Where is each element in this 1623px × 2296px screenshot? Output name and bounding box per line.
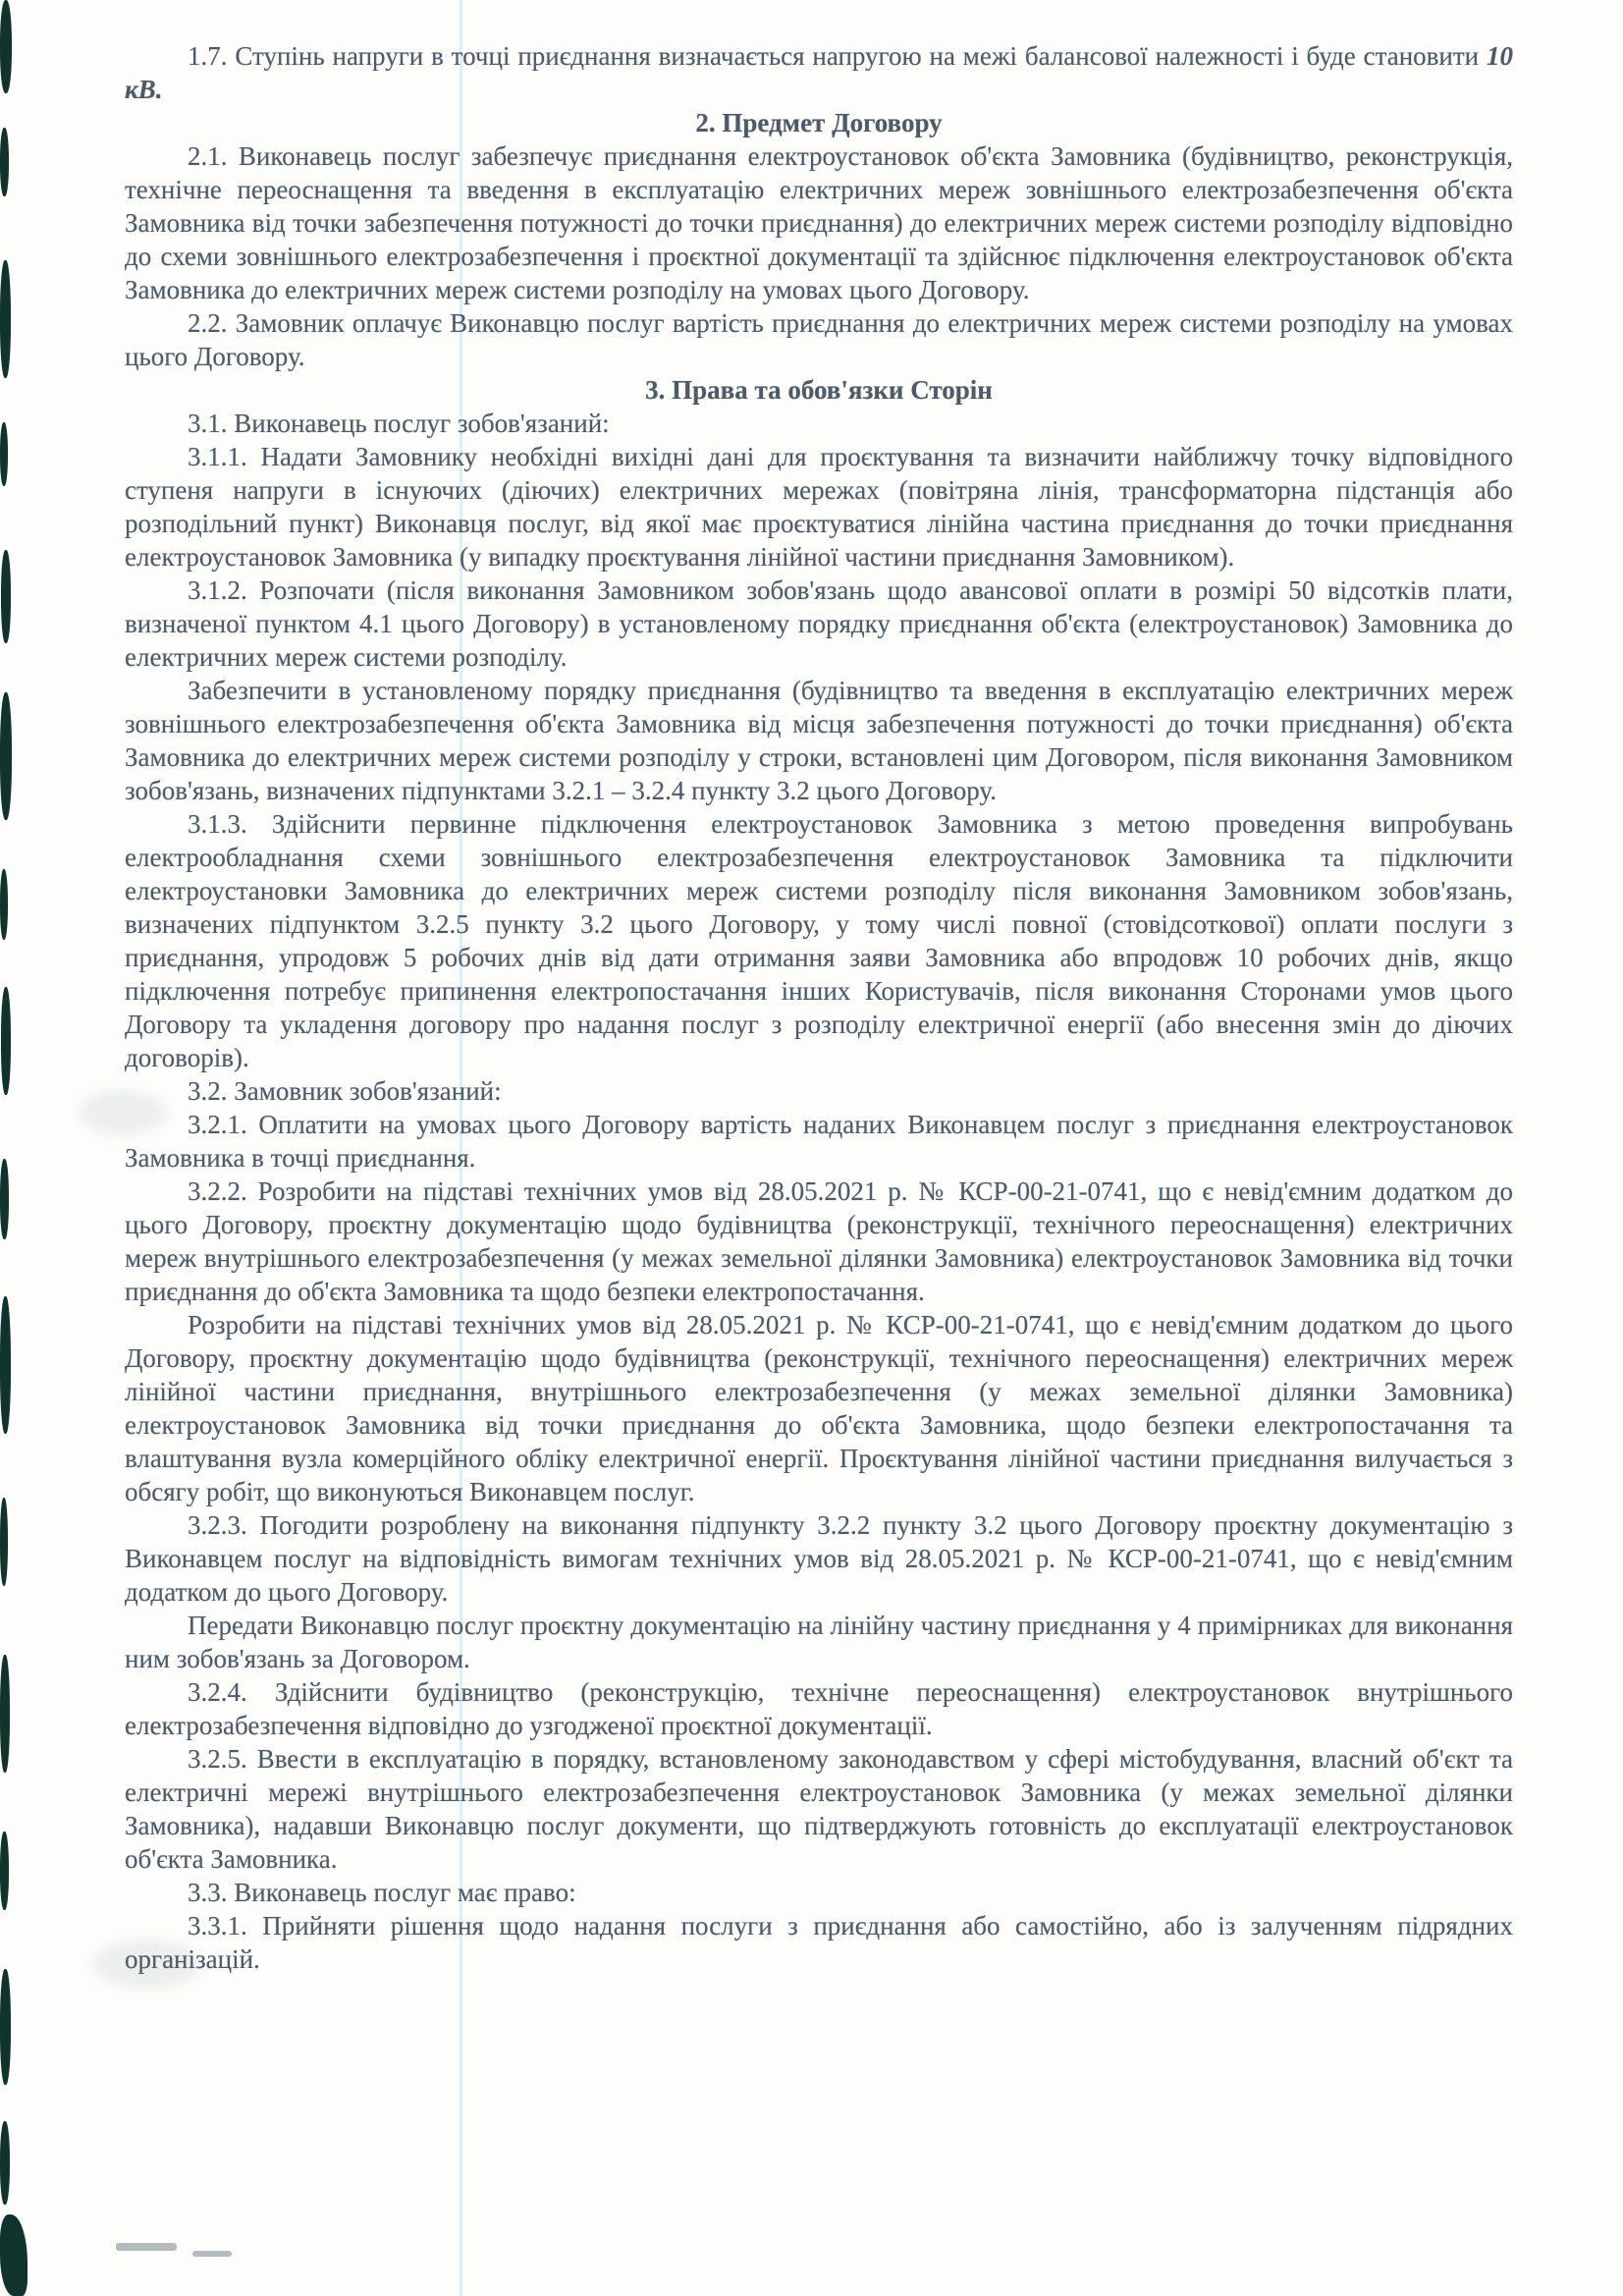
- scan-edge-artifact: [1, 550, 11, 643]
- clause-1-7-voltage-value: 10 кВ.: [125, 41, 1513, 104]
- scan-edge-artifact: [0, 260, 11, 378]
- scan-edge-artifact: [0, 869, 8, 940]
- clause-3-3: 3.3. Виконавець послуг має право:: [188, 1878, 576, 1907]
- scan-edge-artifact: [0, 2214, 27, 2296]
- clause-3-2-4: 3.2.4. Здійснити будівництво (реконструкцію, технічне переоснащення) електроустановок внутрішнього електрозабезпечення відповідно до узгодженої проєктної документації.: [125, 1677, 1513, 1740]
- scan-edge-artifact: [0, 1159, 9, 1239]
- document-body: [125, 39, 1513, 1976]
- clause-3-2-3: 3.2.3. Погодити розроблену на виконання підпункту 3.2.2 пункту 3.2 цього Договору проєктну документацію з Виконавцем послуг на відповідність вимогам технічних умов від 28.05.2021 р. № КСР-00-21-0741, що є невід'ємним додатком до цього Договору.: [125, 1510, 1513, 1607]
- scan-edge-artifact: [0, 1498, 8, 1586]
- clause-3-1-2-continuation: Забезпечити в установленому порядку приєднання (будівництво та введення в експлуатацію електричних мереж зовнішнього електрозабезпечення об'єкта Замовника від місця забезпечення потужності до точки приєднання) об'єкта Замовника до електричних мереж системи розподілу у строки, встановлені цим Договором, після виконання Замовником зобов'язань, визначених підпунктами 3.2.1 – 3.2.4 пункту 3.2 цього Договору.: [125, 676, 1513, 805]
- clause-3-1-2: 3.1.2. Розпочати (після виконання Замовником зобов'язань щодо авансової оплати в розмірі 50 відсотків плати, визначеної пунктом 4.1 цього Договору) в установленому порядку приєднання об'єкта (електроустановок) Замовника до електричних мереж системи розподілу.: [125, 575, 1513, 672]
- scan-edge-artifact: [0, 128, 9, 196]
- clause-3-2-1: 3.2.1. Оплатити на умовах цього Договору вартість наданих Виконавцем послуг з приєднання електроустановок Замовника в точці приєднання.: [125, 1110, 1513, 1173]
- clause-3-2-2: 3.2.2. Розробити на підставі технічних умов від 28.05.2021 р. № КСР-00-21-0741, що є невід'ємним додатком до цього Договору, проєктну документацію щодо будівництва (реконструкції, технічного переоснащення) електричних мереж внутрішнього електрозабезпечення (у межах земельної ділянки Замовника) електроустановок Замовника від точки приєднання до об'єкта Замовника та щодо безпеки електропостачання.: [125, 1176, 1513, 1306]
- clause-3-1: 3.1. Виконавець послуг зобов'язаний:: [188, 409, 610, 438]
- clause-3-2: 3.2. Замовник зобов'язаний:: [188, 1076, 502, 1106]
- clause-3-2-2-continuation: Розробити на підставі технічних умов від 28.05.2021 р. № КСР-00-21-0741, що є невід'ємним додатком до цього Договору, проєктну документацію щодо будівництва (реконструкції, технічного переоснащення) електричних мереж лінійної частини приєднання, внутрішнього електрозабезпечення (у межах земельної ділянки Замовника) електроустановок Замовника від точки приєднання до об'єкта Замовника, щодо безпеки електропостачання та влаштування вузла комерційного обліку електричної енергії. Проєктування лінійної частини приєднання вилучається з обсягу робіт, що виконуються Виконавцем послуг.: [125, 1310, 1513, 1506]
- scan-edge-artifact: [0, 1831, 9, 1910]
- clause-1-7-text: 1.7. Ступінь напруги в точці приєднання визначається напругою на межі балансової належності і буде становити: [188, 41, 1487, 71]
- clause-3-2-3-continuation: Передати Виконавцю послуг проєктну документацію на лінійну частину приєднання у 4 примірниках для виконання ним зобов'язань за Договором.: [125, 1611, 1513, 1673]
- clause-3-1-3: 3.1.3. Здійснити первинне підключення електроустановок Замовника з метою проведення випробувань електрообладнання схеми зовнішнього електрозабезпечення електроустановок Замовника та підключити електроустановки Замовника до електричних мереж системи розподілу після виконання Замовником зобов'язань, визначених підпунктом 3.2.5 пункту 3.2 цього Договору, у тому числі повної (стовідсоткової) оплати послуги з приєднання, упродовж 5 робочих днів від дати отримання заяви Замовника або впродовж 10 робочих днів, якщо підключення потребує припинення електропостачання інших Користувачів, після виконання Сторонами умов цього Договору та укладення договору про надання послуг з розподілу електричної енергії (або внесення змін до діючих договорів).: [125, 809, 1513, 1072]
- clause-3-1-1: 3.1.1. Надати Замовнику необхідні вихідні дані для проєктування та визначити найближчу точку відповідного ступеня напруги в існуючих (діючих) електричних мережах (повітряна лінія, трансформаторна підстанція або розподільний пункт) Виконавця послуг, від якої має проєктуватися лінійна частина приєднання до точки приєднання електроустановок Замовника (у випадку проєктування лінійної частини приєднання Замовником).: [125, 442, 1513, 572]
- scan-edge-artifact: [0, 0, 12, 93]
- scan-edge-artifact: [0, 2121, 10, 2205]
- scan-edge-artifact: [0, 692, 12, 820]
- scan-edge-artifact: [0, 1969, 11, 2085]
- scan-edge-artifact: [1, 987, 11, 1095]
- scan-mark: [192, 2251, 232, 2257]
- scan-edge-artifact: [0, 1296, 11, 1434]
- clause-3-3-1: 3.3.1. Прийняти рішення щодо надання послуги з приєднання або самостійно, або із залученням підрядних організацій.: [125, 1911, 1513, 1974]
- clause-2-2: 2.2. Замовник оплачує Виконавцю послуг вартість приєднання до електричних мереж системи розподілу на умовах цього Договору.: [125, 308, 1513, 371]
- clause-3-2-5: 3.2.5. Ввести в експлуатацію в порядку, встановленому законодавством у сфері містобудування, власний об'єкт та електричні мережі внутрішнього електрозабезпечення електроустановок Замовника (у межах земельної ділянки Замовника), надавши Виконавцю послуг документи, що підтверджують готовність до експлуатації електроустановок об'єкта Замовника.: [125, 1744, 1513, 1874]
- scan-edge-artifact: [0, 422, 8, 486]
- scan-mark: [116, 2243, 177, 2251]
- scan-edge-artifact: [0, 1655, 10, 1773]
- section-3-heading: 3. Права та обов'язки Сторін: [645, 375, 993, 405]
- clause-1-7: [125, 39, 1513, 106]
- clause-2-1: 2.1. Виконавець послуг забезпечує приєднання електроустановок об'єкта Замовника (будівництво, реконструкція, технічне переоснащення та введення в експлуатацію електричних мереж зовнішнього електрозабезпечення об'єкта Замовника від точки забезпечення потужності до точки приєднання) до електричних мереж системи розподілу відповідно до схеми зовнішнього електрозабезпечення і проєктної документації та здійснює підключення електроустановок об'єкта Замовника до електричних мереж системи розподілу на умовах цього Договору.: [125, 141, 1513, 304]
- section-2-heading: 2. Предмет Договору: [695, 108, 943, 137]
